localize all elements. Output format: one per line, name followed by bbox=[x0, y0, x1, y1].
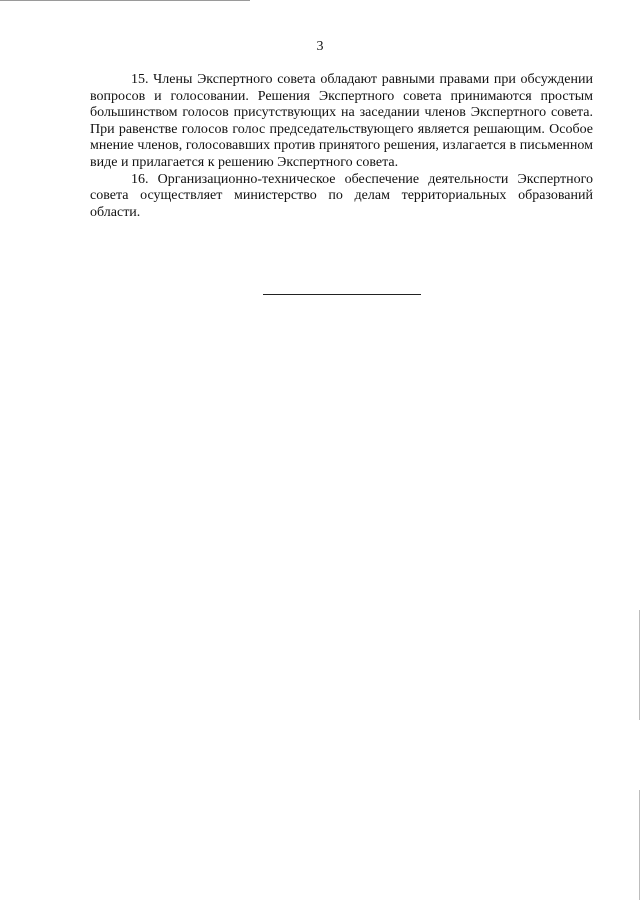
end-of-document-rule bbox=[263, 294, 421, 295]
document-body bbox=[90, 72, 593, 221]
scan-top-edge-line bbox=[0, 0, 250, 1]
paragraph-15: 15. Члены Экспертного совета обладают равными правами при обсуждении вопросов и голосовании. Решения Экспертного совета принимаются простым большинством голосов присутствующих на заседании членов Экспертного совета. При равенстве голосов голос председательствующего является решающим. Особое мнение членов, голосовавших против принятого решения, излагается в письменном виде и прилагается к решению Экспертного совета. bbox=[90, 72, 593, 170]
page-number: 3 bbox=[316, 39, 324, 54]
paragraph-16: 16. Организационно-техническое обеспечение деятельности Экспертного совета осуществляет министерство по делам территориальных образований области. bbox=[90, 171, 593, 220]
